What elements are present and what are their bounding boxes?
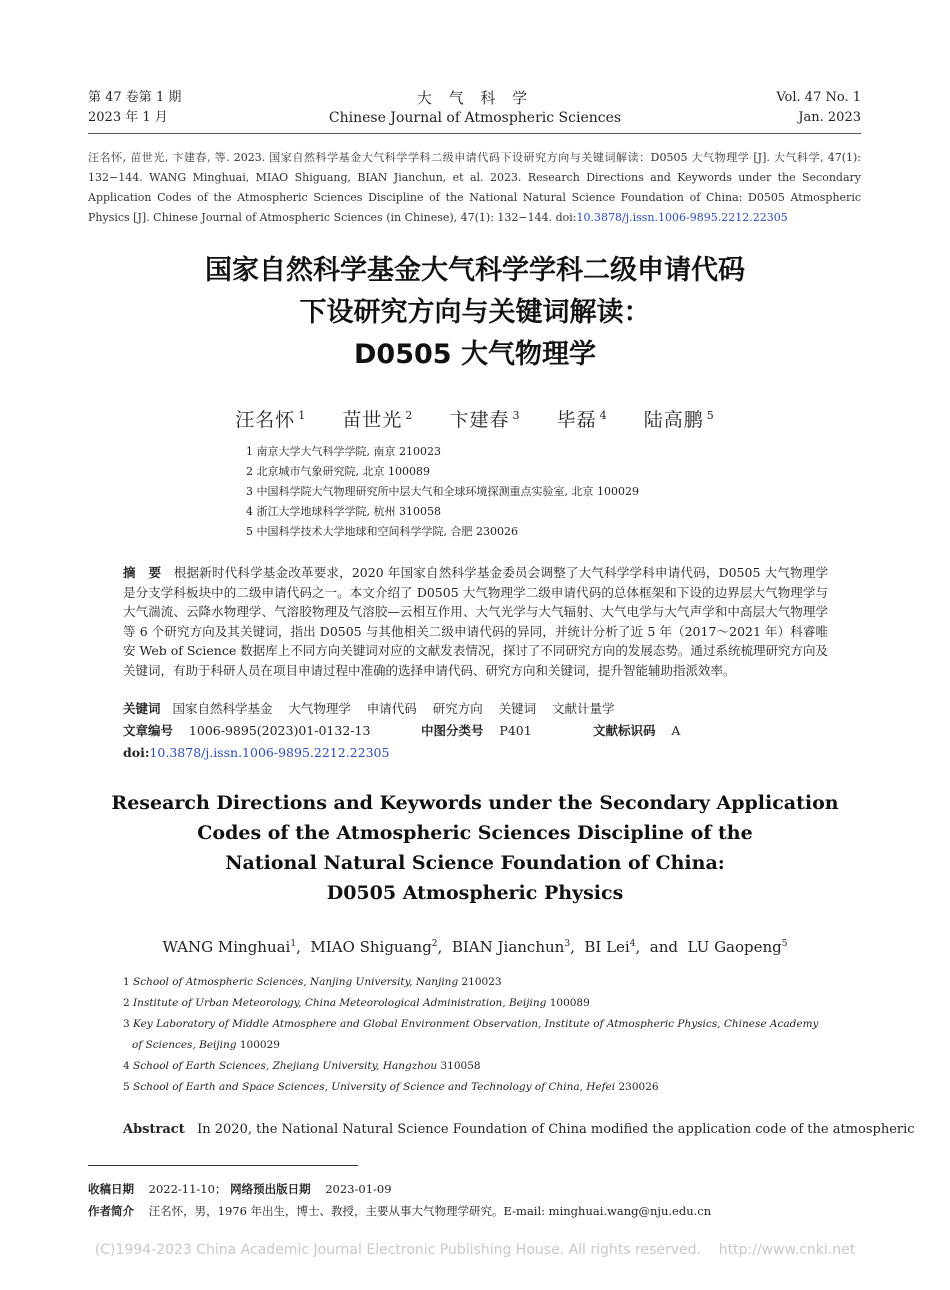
affiliation-cn: 1 南京大学大气科学学院, 南京 210023 [246, 445, 441, 458]
citation-text: 汪名怀, 苗世光, 卞建春, 等. 2023. 国家自然科学基金大气科学学科二级申请代码下设研究方向与关键词解读：D0505 大气物理学 [J]. 大气科学, 47(1): 132−144. WANG Minghuai, MIAO Shiguang, BIAN Jianchun, et al. 2023. Research Directions and Keywords under the Secondary Application Codes of the Atmospheric Sciences Discipline of the National Natural Science Foundation of China: D0505 Atmospheric Physics [J]. Chinese Journal of Atmospheric Sciences (in Chinese), 47(1): 132−144. doi: [88, 151, 861, 224]
affiliation-en: 3 Key Laboratory of Middle Atmosphere and Global Environment Observation, Institute of Atmospheric Physics, Chinese Academy of Sciences, Beijing 100029 [123, 1018, 819, 1051]
title-en-line1: Research Directions and Keywords under the Secondary Application [111, 792, 839, 814]
author-cn: 汪名怀 $^1$ [235, 408, 307, 431]
article-no: 1006-9895(2023)01-0132-13 [188, 723, 371, 738]
author-cn: 苗世光 $^2$ [342, 408, 414, 431]
affiliation-en: 5 School of Earth and Space Sciences, University of Science and Technology of China, Hefei 230026 [123, 1081, 659, 1093]
journal-name-en: Chinese Journal of Atmospheric Sciences [328, 110, 622, 126]
title-en-line4: D0505 Atmospheric Physics [326, 882, 624, 904]
cnki-watermark: (C)1994-2023 China Academic Journal Electronic Publishing House. All rights reserved. http://www.cnki.net [94, 1242, 856, 1258]
clc-code: P401 [499, 723, 532, 738]
title-en-line2: Codes of the Atmospheric Sciences Discipline of the [197, 822, 753, 844]
title-cn-line2: 下设研究方向与关键词解读： [299, 297, 651, 328]
footnote [88, 1178, 711, 1222]
keywords-label: 关键词 [123, 701, 161, 716]
footnote-dates [88, 1178, 711, 1200]
authors-en: WANG Minghuai$^1$, MIAO Shiguang$^2$, BIAN Jianchun$^3$, BI Lei$^4$, and LU Gaopeng$^5$ [162, 938, 788, 956]
keywords-cn [123, 699, 615, 718]
affiliation-cn: 5 中国科学技术大学地球和空间科学学院, 合肥 230026 [246, 525, 518, 538]
doi-link[interactable]: 10.3878/j.issn.1006-9895.2212.22305 [149, 745, 390, 760]
author-cn: 卞建春 $^3$ [449, 408, 521, 431]
author-bio-label: 作者简介 [88, 1204, 134, 1218]
journal-name-cn: 大 气 科 学 [416, 89, 534, 107]
keyword: 大气物理学 [288, 701, 351, 716]
affiliation-en: 4 School of Earth Sciences, Zhejiang University, Hangzhou 310058 [123, 1060, 481, 1072]
author-en: WANG Minghuai$^1$ [162, 938, 297, 956]
clc-label: 中图分类号 [421, 723, 484, 738]
received-date: 2022-11-10； [148, 1182, 227, 1196]
doi-line [123, 743, 389, 762]
author-en: BIAN Jianchun$^3$ [451, 938, 571, 956]
abstract-en-text: In 2020, the National Natural Science Foundation of China modified the application code of the atmospheric [197, 1122, 915, 1137]
online-date: 2023-01-09 [325, 1182, 392, 1196]
abstract-cn-text: 根据新时代科学基金改革要求，2020 年国家自然科学基金委员会调整了大气科学学科申请代码，D0505 大气物理学是分支学科板块中的二级申请代码之一。本文介绍了 D0505 大气物理学二级申请代码的总体框架和下设的边界层大气物理学与大气湍流、云降水物理学、气溶胶物理及气溶胶—云相互作用、大气光学与大气辐射、大气电学与大气声学和中高层大气物理学等 6 个研究方向及其关键词，指出 D0505 与其他相关二级申请代码的异同，并统计分析了近 5 年（2017～2021 年）科睿唯安 Web of Science 数据库上不同方向关键词对应的文献发表情况，探讨了不同研究方向的发展态势。通过系统梳理研究方向及关键词，有助于科研人员在项目申请过程中准确的选择申请代码、研究方向和关键词，提升智能辅助指派效率。 [123, 565, 828, 678]
header-right [776, 88, 861, 128]
header-date: 2023 年 1 月 [88, 110, 168, 125]
author-cn: 毕磊 $^4$ [556, 408, 608, 431]
abstract-cn-label: 摘 要 [123, 565, 162, 580]
title-cn-line1: 国家自然科学基金大气科学学科二级申请代码 [205, 255, 745, 286]
footnote-rule [88, 1165, 358, 1166]
doc-code-label: 文献标识码 [593, 723, 656, 738]
affiliations-cn [246, 442, 639, 542]
header-date-en: Jan. 2023 [798, 110, 861, 125]
citation-doi-link[interactable]: 10.3878/j.issn.1006-9895.2212.22305 [576, 211, 788, 224]
doc-code: A [671, 723, 681, 738]
affiliation-en: 2 Institute of Urban Meteorology, China Meteorological Administration, Beijing 100089 [123, 997, 590, 1009]
title-cn [0, 250, 950, 376]
received-label: 收稿日期 [88, 1182, 134, 1196]
header-vol-en: Vol. 47 No. 1 [776, 90, 861, 105]
affiliations-en [123, 972, 828, 1098]
author-bio: 汪名怀，男，1976 年出生，博士、教授，主要从事大气物理学研究。E-mail: minghuai.wang@nju.edu.cn [148, 1204, 712, 1218]
keyword: 申请代码 [366, 701, 417, 716]
title-cn-line3: D0505 大气物理学 [354, 339, 596, 370]
author-en: LU Gaopeng$^5$ [687, 938, 788, 956]
keyword: 研究方向 [432, 701, 483, 716]
keyword: 国家自然科学基金 [172, 701, 273, 716]
abstract-cn [123, 563, 828, 680]
keyword: 文献计量学 [552, 701, 615, 716]
keyword: 关键词 [498, 701, 537, 716]
header-rule [88, 133, 861, 134]
article-no-label: 文章编号 [123, 723, 174, 738]
author-en: BI Lei$^4$ [584, 938, 636, 956]
affiliation-en: 1 School of Atmospheric Sciences, Nanjing University, Nanjing 210023 [123, 976, 502, 988]
citation [88, 148, 861, 228]
abstract-en [123, 1120, 915, 1140]
affiliation-cn: 2 北京城市气象研究院, 北京 100089 [246, 465, 430, 478]
authors-cn [0, 405, 950, 432]
title-en-line3: National Natural Science Foundation of China: [225, 852, 725, 874]
doi-label: doi: [123, 745, 150, 760]
article-info [123, 721, 828, 740]
abstract-en-label: Abstract [123, 1122, 185, 1137]
affiliation-cn: 4 浙江大学地球科学学院, 杭州 310058 [246, 505, 441, 518]
author-cn: 陆高鹏 $^5$ [643, 408, 715, 431]
footnote-author [88, 1200, 711, 1222]
title-en [0, 788, 950, 908]
online-label: 网络预出版日期 [230, 1182, 311, 1196]
author-en: MIAO Shiguang$^2$ [310, 938, 438, 956]
affiliation-cn: 3 中国科学院大气物理研究所中层大气和全球环境探测重点实验室, 北京 100029 [246, 485, 639, 498]
header-volume: 第 47 卷第 1 期 [88, 90, 182, 105]
